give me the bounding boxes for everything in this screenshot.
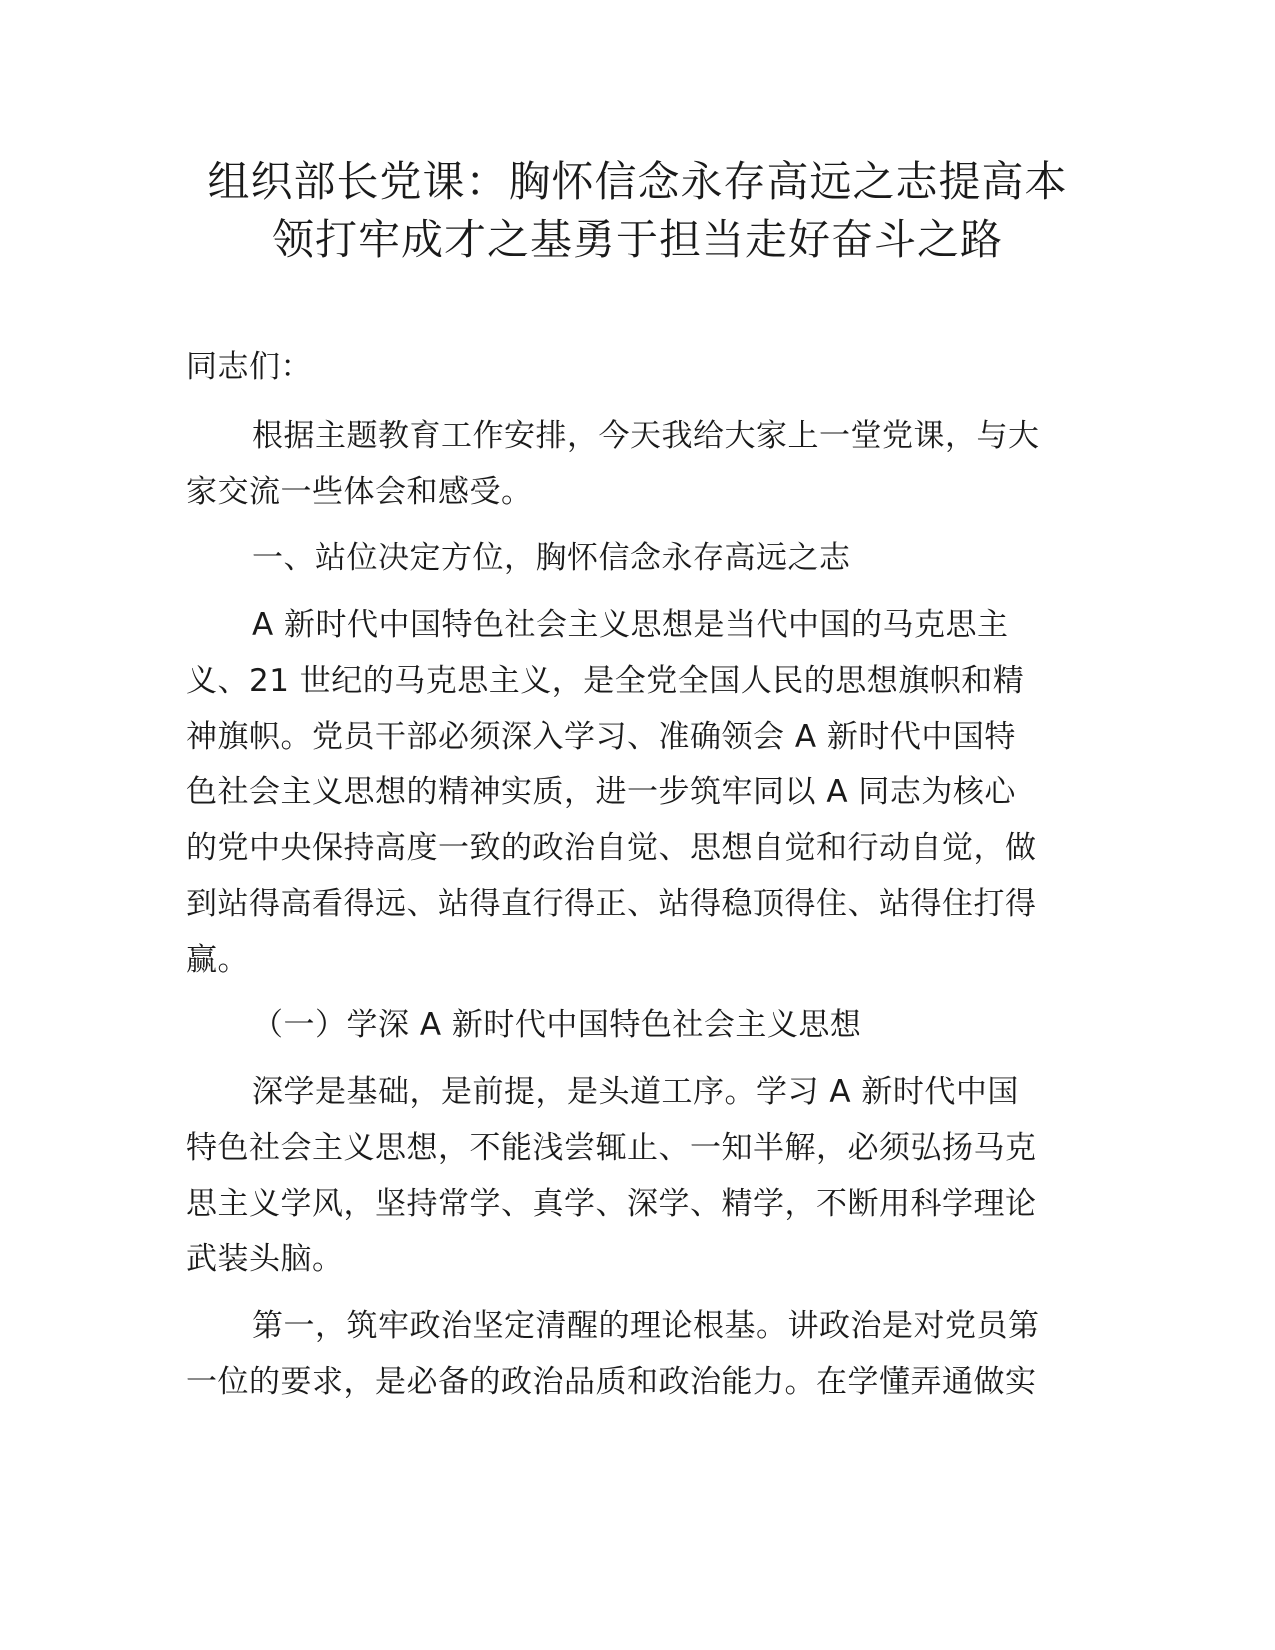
paragraph-line: 色社会主义思想的精神实质，进一步筑牢同以 A 同志为核心: [186, 774, 1016, 810]
salutation: 同志们：: [186, 349, 312, 385]
paragraph-line: 第一，筑牢政治坚定清醒的理论根基。讲政治是对党员第: [252, 1308, 1040, 1344]
paragraph-line: A 新时代中国特色社会主义思想是当代中国的马克思主: [252, 607, 1009, 643]
paragraph-line: 义、21 世纪的马克思主义，是全党全国人民的思想旗帜和精: [186, 663, 1025, 699]
document-title-line-2: 领打牢成才之基勇于担当走好奋斗之路: [271, 215, 1003, 264]
paragraph-line: 家交流一些体会和感受。: [186, 474, 533, 510]
paragraph-line: 神旗帜。党员干部必须深入学习、准确领会 A 新时代中国特: [186, 719, 1016, 755]
paragraph-line: 赢。: [186, 942, 249, 978]
paragraph-line: 根据主题教育工作安排，今天我给大家上一堂党课，与大: [252, 418, 1040, 454]
paragraph-line: 武装头脑。: [186, 1241, 344, 1277]
paragraph-line: 特色社会主义思想，不能浅尝辄止、一知半解，必须弘扬马克: [186, 1130, 1037, 1166]
paragraph-line: 到站得高看得远、站得直行得正、站得稳顶得住、站得住打得: [186, 886, 1037, 922]
paragraph-line: 深学是基础，是前提，是头道工序。学习 A 新时代中国: [252, 1074, 1019, 1110]
section-heading: 一、站位决定方位，胸怀信念永存高远之志: [252, 540, 851, 576]
paragraph-line: 思主义学风，坚持常学、真学、深学、精学，不断用科学理论: [186, 1186, 1037, 1222]
document-title-line-1: 组织部长党课：胸怀信念永存高远之志提高本: [207, 157, 1068, 206]
paragraph-line: 的党中央保持高度一致的政治自觉、思想自觉和行动自觉，做: [186, 830, 1037, 866]
paragraph-line: 一位的要求，是必备的政治品质和政治能力。在学懂弄通做实: [186, 1364, 1037, 1400]
subsection-heading: （一）学深 A 新时代中国特色社会主义思想: [252, 1007, 862, 1043]
